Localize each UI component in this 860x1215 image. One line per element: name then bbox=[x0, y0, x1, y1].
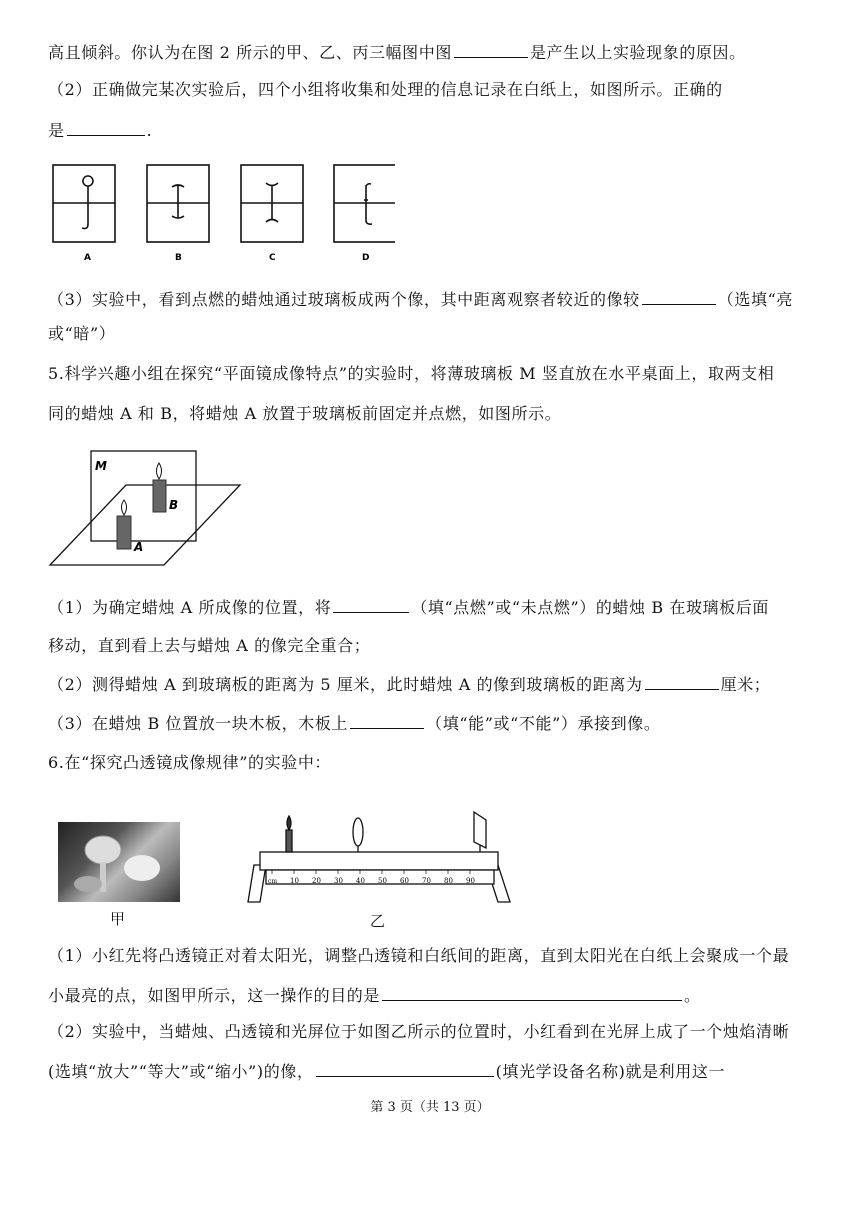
tick-label: 70 bbox=[422, 877, 431, 885]
text-line bbox=[48, 596, 769, 618]
label-m: M bbox=[95, 459, 107, 473]
bench-rail bbox=[260, 852, 498, 870]
answer-blank[interactable] bbox=[645, 673, 719, 690]
text-line bbox=[48, 119, 152, 141]
light-screen bbox=[474, 812, 486, 848]
photo-jia bbox=[58, 822, 180, 902]
label-a: A bbox=[134, 540, 144, 554]
text-line: （2）正确做完某次实验后，四个小组将收集和处理的信息记录在白纸上，如图所示。正确的 bbox=[48, 80, 723, 99]
text-line: （2）实验中，当蜡烛、凸透镜和光屏位于如图乙所示的位置时，小红看到在光屏上成了一个烛焰清晰 bbox=[48, 1022, 790, 1041]
tick-label: 40 bbox=[356, 877, 365, 885]
figure-optical-bench bbox=[246, 810, 516, 910]
text: （3）实验中，看到点燃的蜡烛通过玻璃板成两个像，其中距离观察者较近的像较 bbox=[48, 290, 640, 309]
lens bbox=[353, 818, 363, 846]
answer-blank[interactable] bbox=[454, 41, 528, 58]
label-c: C bbox=[269, 253, 276, 263]
text-line: 或“暗”） bbox=[48, 324, 116, 343]
flame bbox=[287, 816, 291, 830]
text: 。 bbox=[684, 986, 701, 1005]
candle-b bbox=[153, 480, 166, 512]
figure-abcd bbox=[50, 160, 395, 265]
tick-label: 80 bbox=[444, 877, 453, 885]
text: 厘米； bbox=[720, 675, 771, 694]
tick-label: 60 bbox=[400, 877, 409, 885]
caption-jia: 甲 bbox=[110, 910, 126, 928]
text: 小最亮的点，如图甲所示，这一操作的目的是 bbox=[48, 986, 381, 1005]
candle-a bbox=[117, 516, 131, 549]
figure-plane-mirror bbox=[46, 445, 246, 570]
tick-label: 90 bbox=[466, 877, 475, 885]
tick-label: 50 bbox=[378, 877, 387, 885]
label-b: B bbox=[169, 498, 179, 512]
text-line bbox=[48, 712, 660, 734]
label-d: D bbox=[362, 253, 370, 263]
flame-a bbox=[122, 500, 127, 515]
label-a: A bbox=[84, 253, 91, 263]
tick-label: 30 bbox=[334, 877, 343, 885]
text: 高且倾斜。你认为在图 2 所示的甲、乙、丙三幅图中图 bbox=[48, 43, 452, 62]
text: (填光学设备名称)就是利用这一 bbox=[495, 1062, 726, 1081]
ruler-unit: cm bbox=[268, 878, 278, 885]
label-b: B bbox=[175, 253, 182, 263]
text-line bbox=[48, 984, 701, 1006]
text-line: 移动，直到看上去与蜡烛 A 的像完全重合； bbox=[48, 636, 371, 655]
text: 是产生以上实验现象的原因。 bbox=[529, 43, 746, 62]
text: (选填“放大”“等大”或“缩小”)的像， bbox=[48, 1062, 314, 1081]
text-line: 同的蜡烛 A 和 B，将蜡烛 A 放置于玻璃板前固定并点燃，如图所示。 bbox=[48, 404, 562, 423]
caption-yi: 乙 bbox=[370, 912, 386, 930]
candle bbox=[286, 830, 292, 852]
flame-b bbox=[157, 463, 162, 479]
answer-blank[interactable] bbox=[316, 1060, 494, 1077]
text-line bbox=[48, 1060, 725, 1082]
text: （3）在蜡烛 B 位置放一块木板，木板上 bbox=[48, 714, 349, 733]
tick-label: 20 bbox=[312, 877, 321, 885]
text-line bbox=[48, 41, 746, 63]
answer-blank[interactable] bbox=[642, 288, 716, 305]
text-line bbox=[48, 673, 770, 695]
text-line: （1）小红先将凸透镜正对着太阳光，调整凸透镜和白纸间的距离，直到太阳光在白纸上会聚成一个最 bbox=[48, 946, 790, 965]
table-surface bbox=[50, 485, 240, 565]
tick-label: 10 bbox=[290, 877, 299, 885]
text-line bbox=[48, 288, 793, 310]
text: （填“能”或“不能”）承接到像。 bbox=[426, 714, 661, 733]
text-line: 6.在“探究凸透镜成像规律”的实验中： bbox=[48, 753, 332, 772]
answer-blank[interactable] bbox=[67, 119, 145, 136]
text: . bbox=[146, 121, 153, 140]
answer-blank[interactable] bbox=[333, 596, 409, 613]
answer-blank[interactable] bbox=[382, 984, 682, 1001]
answer-blank[interactable] bbox=[350, 712, 424, 729]
page-footer: 第 3 页（共 13 页） bbox=[370, 1100, 490, 1115]
text: 是 bbox=[48, 121, 65, 140]
text: （选填“亮 bbox=[717, 290, 793, 309]
text: （填“点燃”或“未点燃”）的蜡烛 B 在玻璃板后面 bbox=[411, 598, 769, 617]
text-line: 5.科学兴趣小组在探究“平面镜成像特点”的实验时，将薄玻璃板 M 竖直放在水平桌面上，取两支相 bbox=[48, 364, 775, 383]
text: （2）测得蜡烛 A 到玻璃板的距离为 5 厘米，此时蜡烛 A 的像到玻璃板的距离为 bbox=[48, 675, 643, 694]
text: （1）为确定蜡烛 A 所成像的位置，将 bbox=[48, 598, 332, 617]
